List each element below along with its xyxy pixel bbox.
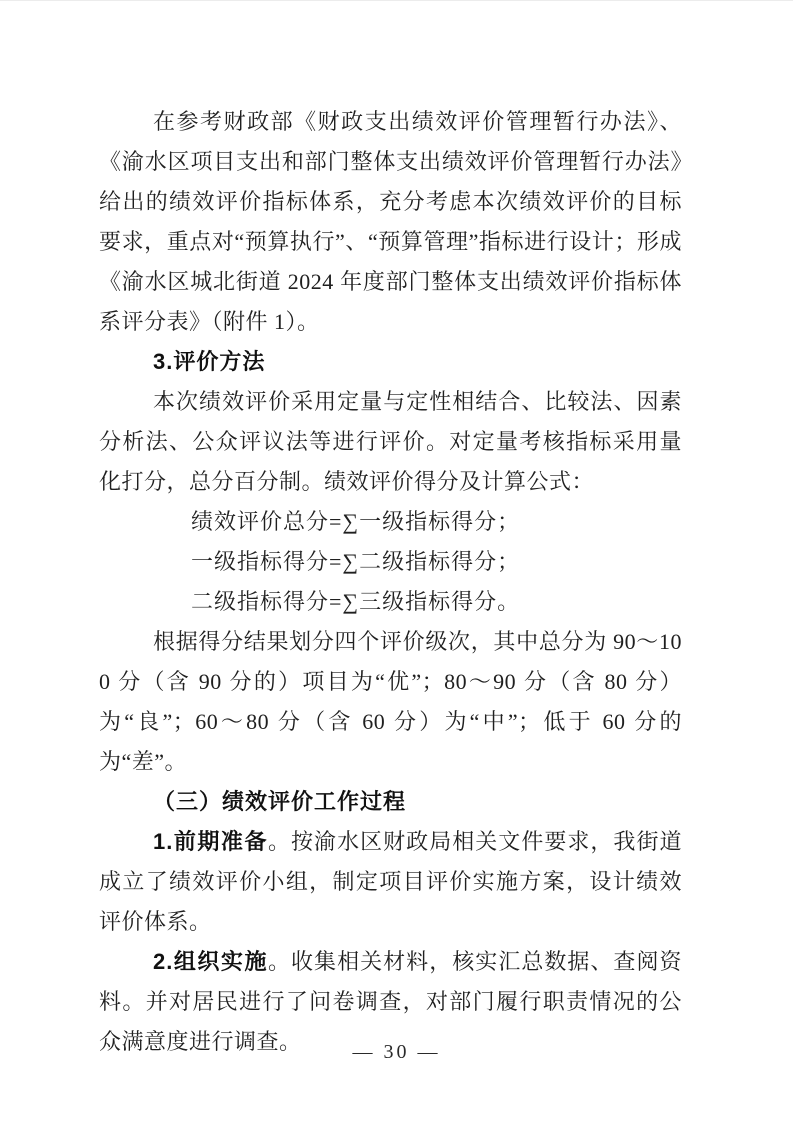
paragraph-lead-preparation: 1.前期准备 [153, 829, 268, 854]
formula-level2-score: 二级指标得分=∑三级指标得分。 [191, 589, 521, 614]
formula-level1-score: 一级指标得分=∑二级指标得分； [191, 549, 521, 574]
section-heading-evaluation-method: 3.评价方法 [153, 349, 266, 374]
paragraph-grading-levels: 根据得分结果划分四个评价级次，其中总分为 90～100 分（含 90 分的）项目为“优”；80～90 分（含 80 分）为“良”；60～80 分（含 60 分）为“中”；低于 60 分的为“差”。 [99, 629, 682, 774]
formula-total-score: 绩效评价总分=∑一级指标得分； [191, 509, 521, 534]
page-number: — 30 — [352, 1041, 441, 1063]
paragraph-text-implementation: 。收集相关材料，核实汇总数据、查阅资料。并对居民进行了问卷调查，对部门履行职责情况的公众满意度进行调查。 [99, 949, 682, 1054]
paragraph-text-preparation: 。按渝水区财政局相关文件要求，我街道成立了绩效评价小组，制定项目评价实施方案，设计绩效评价体系。 [99, 829, 682, 934]
paragraph-preparation [99, 822, 682, 942]
paragraph-indicator-system: 在参考财政部《财政支出绩效评价管理暂行办法》、《渝水区项目支出和部门整体支出绩效评价管理暂行办法》给出的绩效评价指标体系，充分考虑本次绩效评价的目标要求，重点对“预算执行”、“预算管理”指标进行设计；形成《渝水区城北街道 2024 年度部门整体支出绩效评价指标体系评分表》（附件 1）。 [99, 109, 682, 334]
paragraph-evaluation-method: 本次绩效评价采用定量与定性相结合、比较法、因素分析法、公众评议法等进行评价。对定量考核指标采用量化打分，总分百分制。绩效评价得分及计算公式： [99, 389, 682, 494]
paragraph-lead-implementation: 2.组织实施 [153, 949, 268, 974]
section-heading-work-process: （三）绩效评价工作过程 [153, 789, 407, 814]
document-body [99, 102, 682, 1062]
